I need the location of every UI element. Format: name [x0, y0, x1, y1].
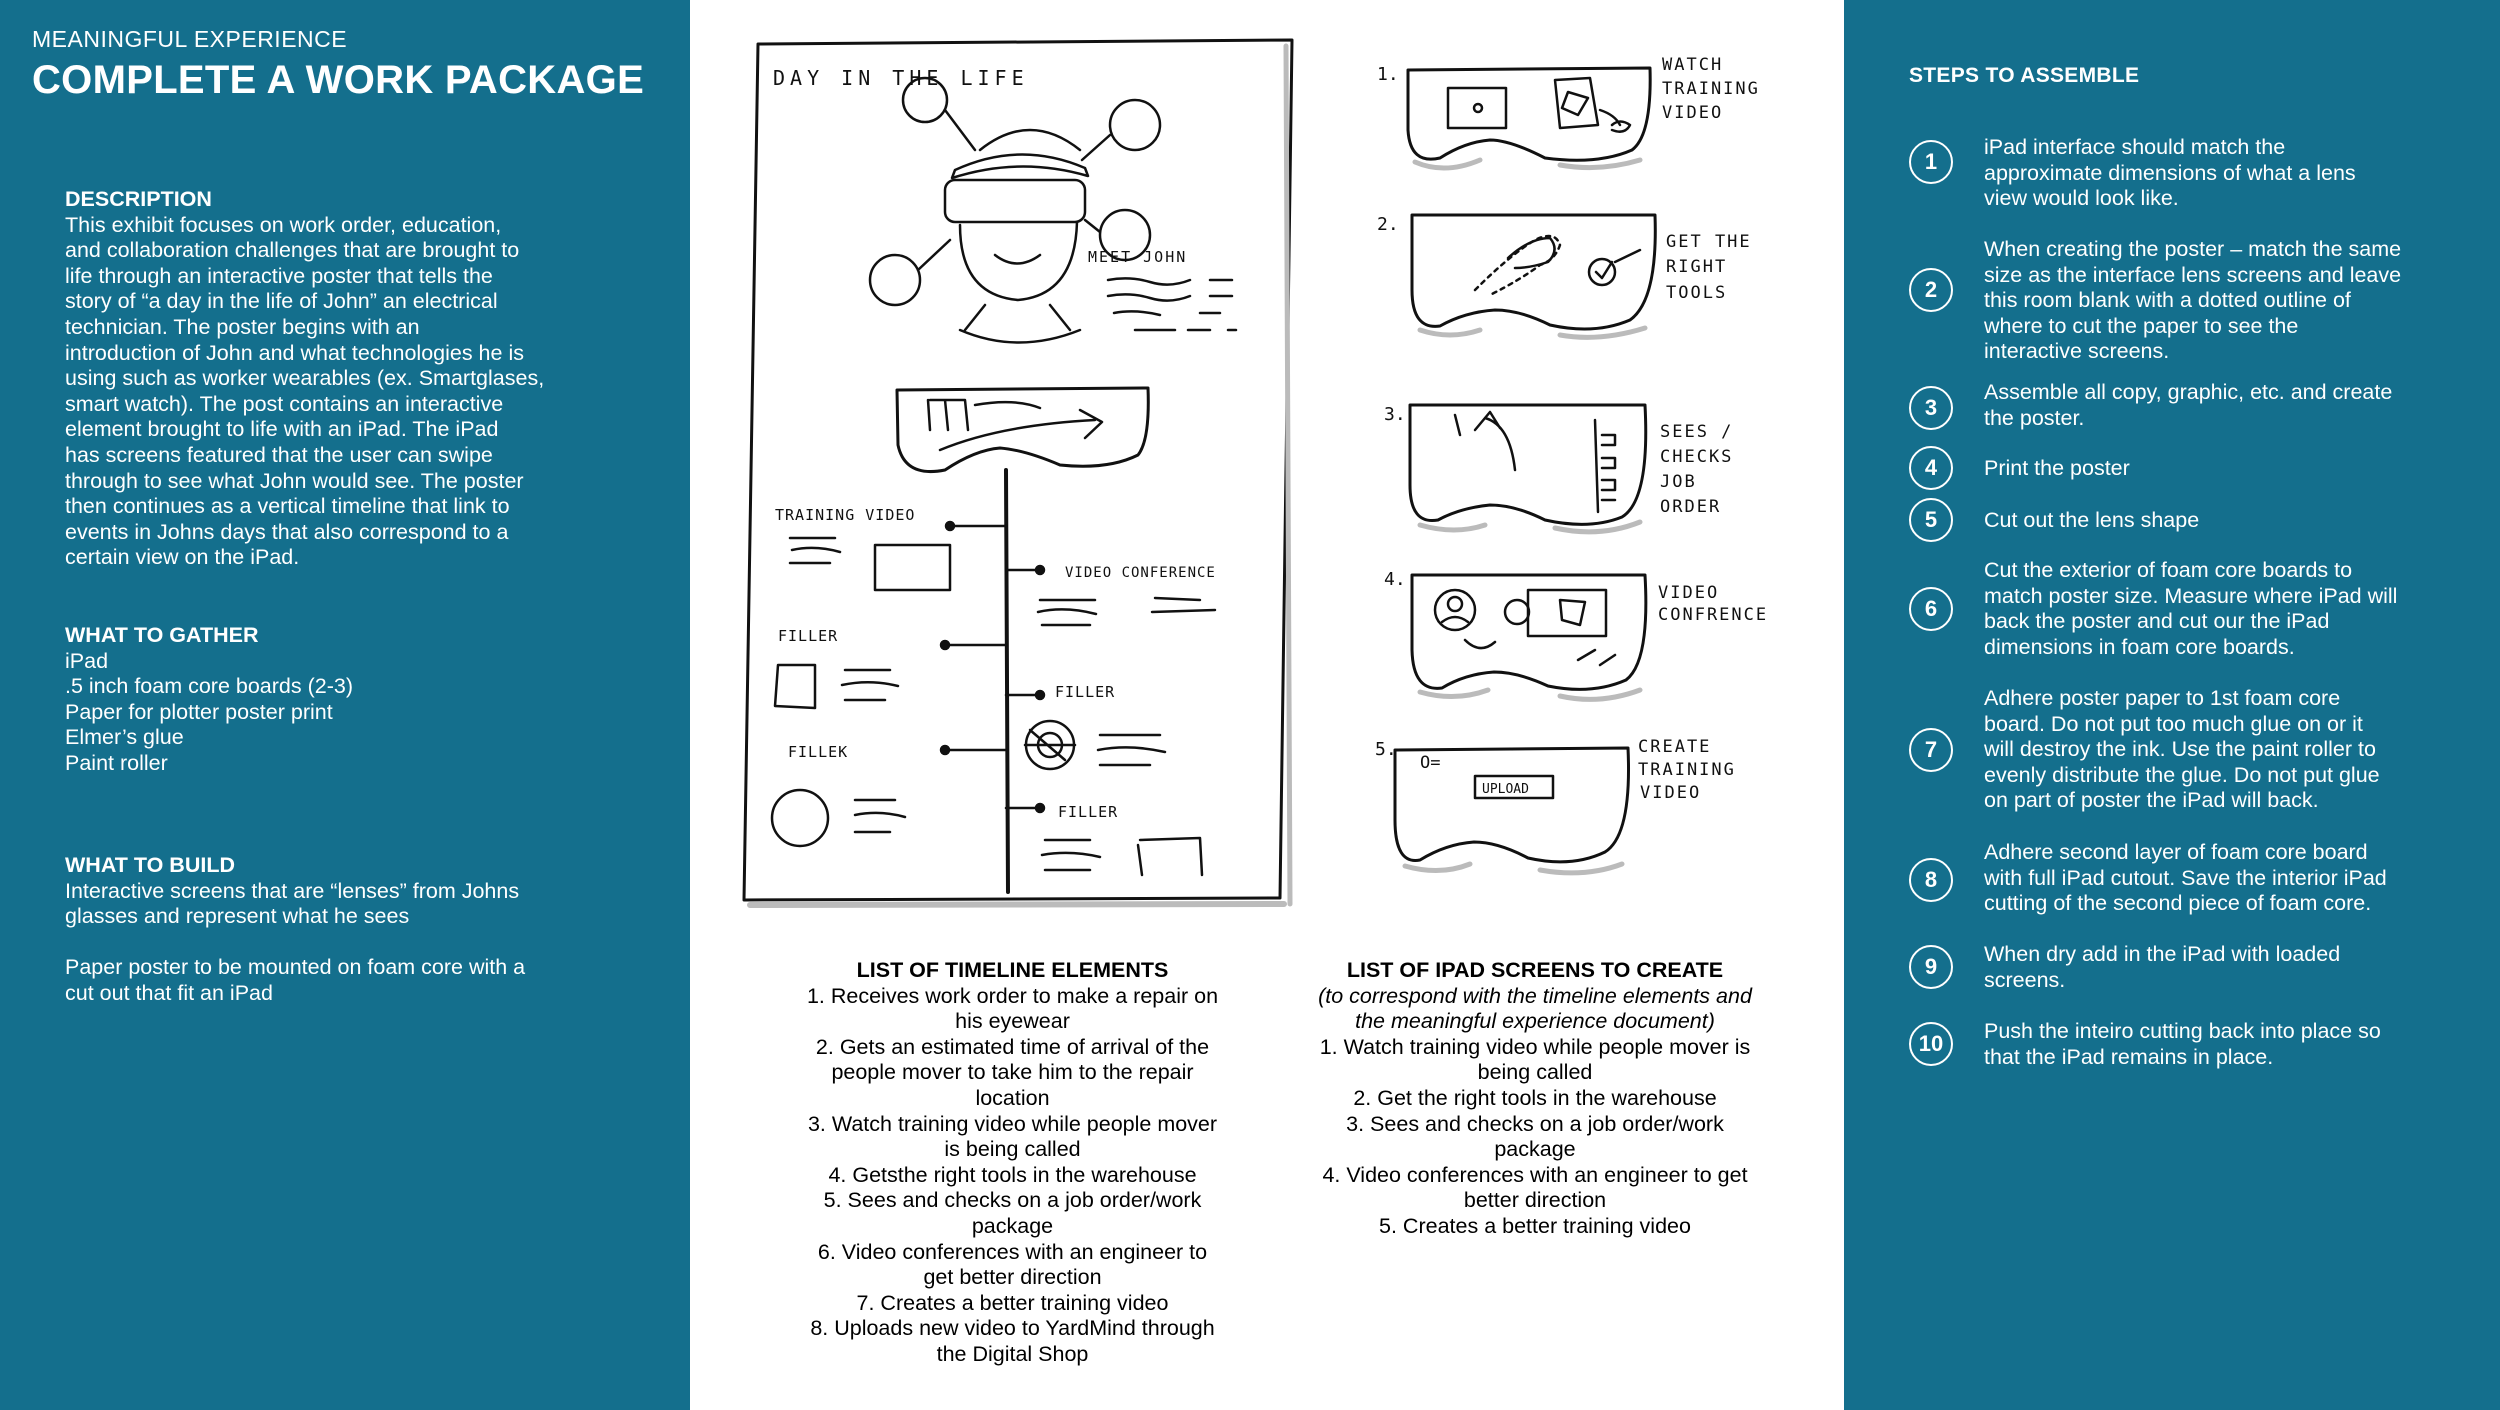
timeline-line: people mover to take him to the repair	[831, 1060, 1194, 1085]
step-line: will destroy the ink. Use the paint roller to	[1984, 737, 2376, 762]
timeline-line: package	[971, 1213, 1054, 1238]
step-text	[1984, 558, 2444, 660]
description-line: life through an interactive poster that tells the	[65, 263, 493, 288]
timeline-line: is being called	[944, 1137, 1081, 1162]
screen-label-3: SEES /	[1660, 422, 1734, 442]
step-line: view would look like.	[1984, 186, 2179, 211]
step-line: iPad interface should match the	[1984, 135, 2286, 159]
timeline-line: the Digital Shop	[936, 1341, 1089, 1366]
gather-heading: WHAT TO GATHER	[65, 623, 259, 647]
page-title: COMPLETE A WORK PACKAGE	[32, 58, 645, 102]
gather-item: .5 inch foam core boards (2-3)	[65, 674, 353, 699]
step-text	[1984, 686, 2444, 814]
steps-heading: STEPS TO ASSEMBLE	[1909, 64, 2140, 87]
step-line: with full iPad cutout. Save the interior iPad	[1984, 865, 2387, 890]
description-heading: DESCRIPTION	[65, 187, 212, 211]
step-number-badge: 4	[1909, 446, 1953, 490]
gather-item: Elmer’s glue	[65, 725, 184, 750]
screen-label-2: RIGHT	[1666, 257, 1728, 277]
timeline-line: 1. Receives work order to make a repair on	[806, 983, 1219, 1008]
step-line: match poster size. Measure where iPad will	[1984, 583, 2398, 608]
timeline-line: 3. Watch training video while people mover	[807, 1111, 1218, 1136]
step-line: Push the inteiro cutting back into place so	[1984, 1019, 2381, 1043]
step-line: Adhere second layer of foam core board	[1984, 840, 2368, 864]
step-line: When creating the poster – match the same	[1984, 237, 2402, 261]
ipad-line: being called	[1477, 1060, 1593, 1085]
step-text	[1984, 380, 2444, 431]
build-line: Paper poster to be mounted on foam core with a	[65, 955, 526, 980]
step-number-badge: 8	[1909, 858, 1953, 902]
screen-label-5: VIDEO	[1640, 783, 1702, 803]
step-line: the poster.	[1984, 405, 2085, 430]
step-line: approximate dimensions of what a lens	[1984, 160, 2356, 185]
filler-label: FILLER	[1055, 683, 1116, 701]
poster-sketch	[744, 40, 1292, 905]
training-video-label: TRAINING VIDEO	[775, 506, 916, 524]
step-number-badge: 2	[1909, 268, 1953, 312]
ipad-line: 2. Get the right tools in the warehouse	[1353, 1085, 1717, 1110]
description-line: technician. The poster begins with an	[65, 314, 420, 339]
screen-label-5: CREATE	[1638, 737, 1712, 757]
ipad-line: 1. Watch training video while people mover is	[1319, 1034, 1751, 1059]
eyebrow-label: MEANINGFUL EXPERIENCE	[32, 26, 348, 52]
step-line: interactive screens.	[1984, 339, 2170, 364]
step-text	[1984, 1019, 2444, 1070]
meet-john-label: MEET JOHN	[1088, 248, 1188, 266]
ipad-list-subheading: (to correspond with the timeline elements and	[1318, 983, 1752, 1008]
timeline-list-heading: LIST OF TIMELINE ELEMENTS	[856, 958, 1169, 982]
screen-label-5: TRAINING	[1638, 760, 1736, 780]
description-line: introduction of John and what technologies he is	[65, 340, 524, 365]
step-text	[1984, 508, 2444, 534]
screen-num-5: 5.	[1375, 739, 1397, 760]
description-line: using such as worker wearables (ex. Smartglases,	[65, 366, 545, 391]
filler-label: FILLEK	[788, 743, 849, 761]
step-text	[1984, 237, 2444, 365]
timeline-line: 4. Getsthe right tools in the warehouse	[828, 1162, 1197, 1187]
gather-item: Paper for plotter poster print	[65, 699, 333, 724]
description-line: events in Johns days that also correspond to a	[65, 519, 509, 544]
description-line: element brought to life with an iPad. The iPad	[65, 417, 499, 442]
step-line: Cut the exterior of foam core boards to	[1984, 558, 2353, 582]
timeline-line: location	[975, 1085, 1050, 1110]
step-number-badge: 1	[1909, 140, 1953, 184]
screen-sketch-3	[1410, 405, 1646, 532]
screen-sketch-1	[1408, 68, 1650, 168]
filler-label: FILLER	[778, 627, 839, 645]
ipad-line: 3. Sees and checks on a job order/work	[1346, 1111, 1724, 1136]
screen-label-4: VIDEO	[1658, 583, 1720, 603]
step-line: on part of poster the iPad will back.	[1984, 788, 2319, 813]
step-line: When dry add in the iPad with loaded	[1984, 942, 2341, 966]
step-line: this room blank with a dotted outline of	[1984, 288, 2351, 313]
screen-label-2: TOOLS	[1666, 283, 1728, 303]
description-line: then continues as a vertical timeline that link to	[65, 494, 510, 519]
step-number-badge: 5	[1909, 498, 1953, 542]
screen-num-2: 2.	[1377, 214, 1399, 235]
filler-label: FILLER	[1058, 803, 1119, 821]
build-heading: WHAT TO BUILD	[65, 853, 235, 877]
gather-item: iPad	[65, 648, 109, 673]
of-label: O=	[1420, 753, 1441, 773]
timeline-line: 2. Gets an estimated time of arrival of the	[815, 1034, 1210, 1059]
screen-sketch-4	[1412, 575, 1646, 699]
step-line: cutting of the second piece of foam core.	[1984, 891, 2372, 916]
screen-num-4: 4.	[1384, 569, 1406, 590]
description-line: through to see what John would see. The poster	[65, 468, 524, 493]
step-number-badge: 9	[1909, 945, 1953, 989]
step-line: Adhere poster paper to 1st foam core	[1984, 686, 2341, 710]
description-line: has screens featured that the user can swipe	[65, 442, 493, 467]
ipad-line: package	[1494, 1137, 1576, 1162]
screen-label-3: JOB	[1660, 472, 1697, 492]
screen-label-3: CHECKS	[1660, 447, 1734, 467]
screen-num-1: 1.	[1377, 64, 1399, 85]
ipad-line: 5. Creates a better training video	[1379, 1213, 1691, 1238]
ipad-line: 4. Video conferences with an engineer to get	[1322, 1162, 1748, 1187]
timeline-line: get better direction	[923, 1265, 1102, 1290]
build-line: Interactive screens that are “lenses” from Johns	[65, 878, 520, 903]
timeline-line: his eyewear	[955, 1009, 1070, 1034]
build-line: cut out that fit an iPad	[65, 980, 273, 1005]
description-line: smart watch). The post contains an interactive	[65, 391, 504, 416]
timeline-line: 8. Uploads new video to YardMind through	[810, 1316, 1215, 1341]
screen-label-1: WATCH	[1662, 55, 1724, 75]
timeline-line: 6. Video conferences with an engineer to	[817, 1239, 1208, 1264]
step-number-badge: 7	[1909, 728, 1953, 772]
screen-label-2: GET THE	[1666, 232, 1752, 252]
screen-label-3: ORDER	[1660, 497, 1722, 517]
poster-title: DAY IN THE LIFE	[773, 66, 1029, 90]
step-line: board. Do not put too much glue on or it	[1984, 711, 2363, 736]
step-line: evenly distribute the glue. Do not put glue	[1984, 762, 2380, 787]
ipad-list-subheading: the meaningful experience document)	[1355, 1009, 1715, 1034]
build-line: glasses and represent what he sees	[65, 904, 410, 929]
timeline-line: 7. Creates a better training video	[856, 1290, 1169, 1315]
step-line: Assemble all copy, graphic, etc. and create	[1984, 380, 2393, 404]
step-line: dimensions in foam core boards.	[1984, 634, 2295, 659]
screen-label-1: VIDEO	[1662, 103, 1724, 123]
step-line: where to cut the paper to see the	[1984, 313, 2299, 338]
step-text	[1984, 942, 2444, 993]
step-number-badge: 3	[1909, 386, 1953, 430]
step-text	[1984, 135, 2444, 212]
step-text	[1984, 456, 2444, 482]
screen-num-3: 3.	[1384, 404, 1406, 425]
ipad-line: better direction	[1463, 1188, 1607, 1213]
description-line: certain view on the iPad.	[65, 545, 300, 570]
screen-sketch-2	[1412, 215, 1655, 337]
step-line: screens.	[1984, 967, 2066, 992]
video-conference-label: VIDEO CONFERENCE	[1065, 565, 1216, 581]
timeline-list	[770, 958, 1255, 1368]
upload-label: UPLOAD	[1482, 782, 1529, 797]
ipad-screens-list	[1280, 958, 1790, 1240]
screen-label-4: CONFRENCE	[1658, 605, 1769, 625]
step-line: size as the interface lens screens and leave	[1984, 262, 2402, 287]
gather-item: Paint roller	[65, 750, 168, 775]
step-number-badge: 10	[1909, 1022, 1953, 1066]
screen-label-1: TRAINING	[1662, 79, 1760, 99]
description-line: story of “a day in the life of John” an electrical	[65, 289, 498, 314]
step-line: back the poster and cut our the iPad	[1984, 609, 2330, 634]
description-line: This exhibit focuses on work order, education,	[65, 212, 502, 237]
step-number-badge: 6	[1909, 587, 1953, 631]
step-line: that the iPad remains in place.	[1984, 1044, 2274, 1069]
step-line: Print the poster	[1984, 456, 2130, 480]
timeline-line: 5. Sees and checks on a job order/work	[823, 1188, 1202, 1213]
description-line: and collaboration challenges that are brought to	[65, 238, 520, 263]
ipad-list-heading: LIST OF IPAD SCREENS TO CREATE	[1346, 958, 1724, 982]
step-text	[1984, 840, 2444, 917]
step-line: Cut out the lens shape	[1984, 508, 2200, 532]
